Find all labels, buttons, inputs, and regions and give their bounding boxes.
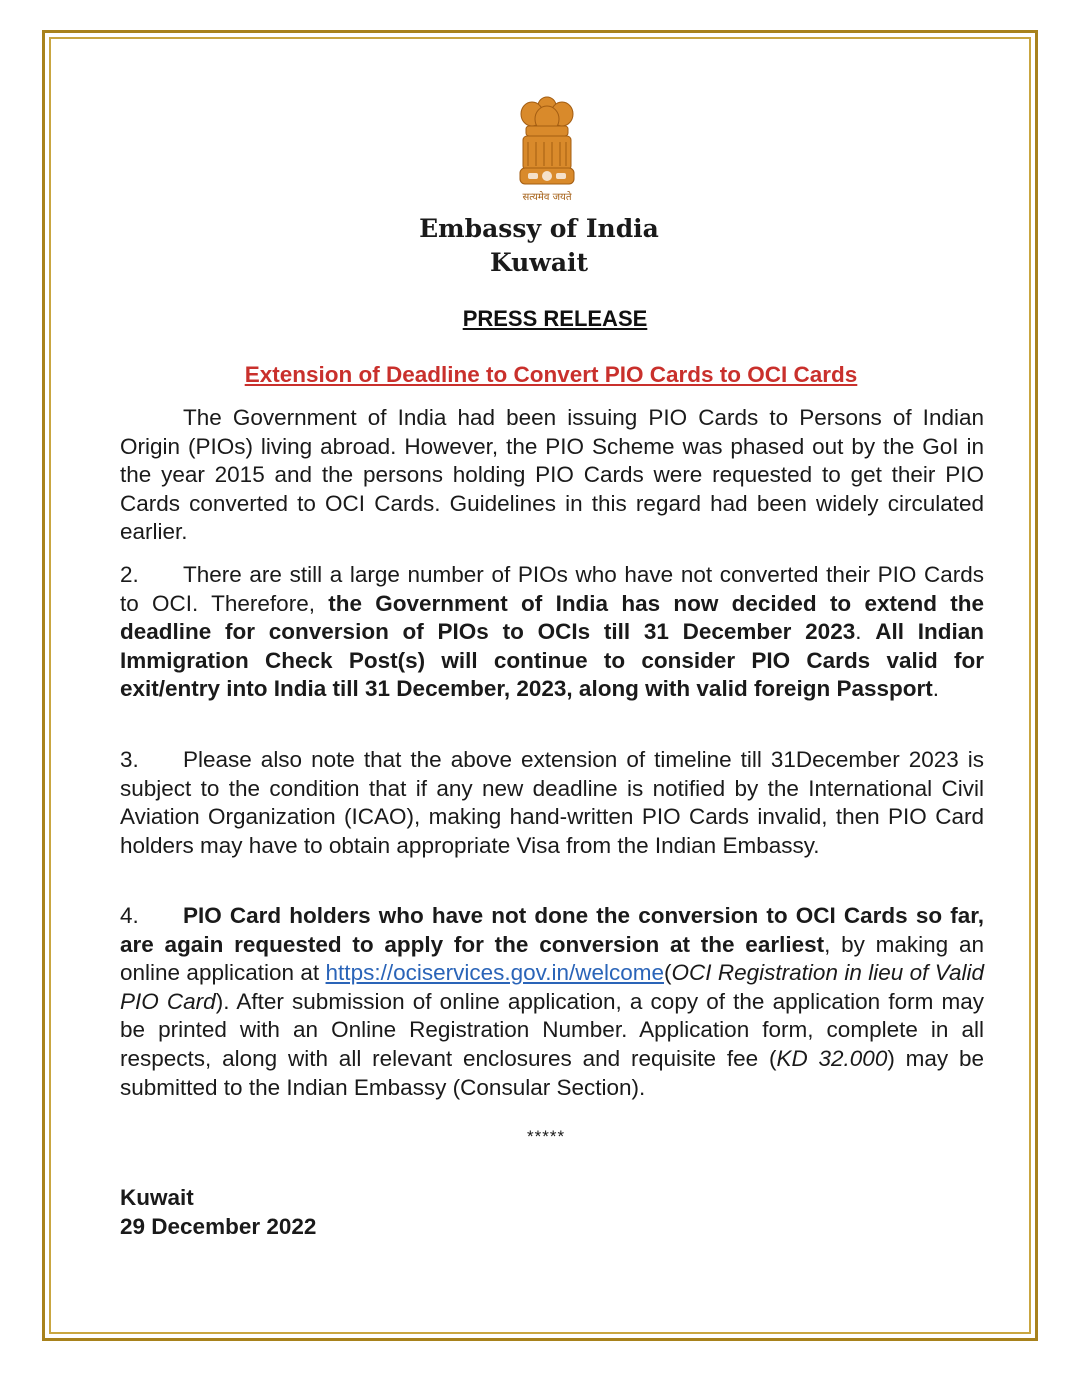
emblem-motto: सत्यमेव जयते: [522, 192, 572, 203]
paragraph-4-text-d: ) may be submitted to the Indian Embassy (Consular Section).: [120, 1045, 985, 1100]
office-location: Kuwait: [489, 248, 589, 277]
paragraph-4-bold-a: PIO Card holders who have not done the conversion to OCI Cards so far, are again requested to apply for the conversion at the earliest: [120, 903, 984, 957]
paragraph-4: [120, 902, 984, 1102]
paragraph-3: [120, 746, 984, 860]
signoff-date: 29 December 2022: [120, 1214, 317, 1239]
paragraph-2-text-c: .: [932, 676, 939, 702]
office-title: Embassy of India: [419, 214, 659, 243]
paragraph-2-bold-b: All Indian Immigration Check Post(s) will continue to consider PIO Cards valid for exit/entry into India till 31 December, 2023, along with valid foreign Passport: [120, 619, 985, 702]
paragraph-4-text-c: ). After submission of online application, a copy of the application form may be printed with an Online Registration Number. Application form, complete in all respects, along with all relevant enclosures and requisite fee (: [120, 988, 985, 1071]
oci-services-link[interactable]: https://ociservices.gov.in/welcome: [325, 960, 665, 986]
separator-stars: *****: [527, 1127, 566, 1146]
paragraph-4-text-a: , by making an online application at: [120, 931, 984, 986]
paragraph-4-italic-b: KD 32.000: [776, 1045, 888, 1071]
national-emblem-icon: [510, 92, 584, 204]
paragraph-1: [120, 404, 984, 547]
paragraph-3-number: 3.: [120, 747, 139, 772]
subject-heading: Extension of Deadline to Convert PIO Cards to OCI Cards: [244, 362, 858, 387]
paragraph-1-text: The Government of India had been issuing PIO Cards to Persons of Indian Origin (PIOs) living abroad. However, the PIO Scheme was phased out by the GoI in the year 2015 and the persons holding PIO Cards were requested to get their PIO Cards converted to OCI Cards. Guidelines in this regard had been widely circulated earlier.: [120, 405, 984, 545]
paragraph-2-text-b: .: [855, 619, 876, 645]
paragraph-4-text-b: (: [664, 960, 672, 986]
paragraph-4-number: 4.: [120, 903, 139, 928]
paragraph-2-bold-a: the Government of India has now decided to extend the deadline for conversion of PIOs to OCIs till 31 December 2023: [120, 590, 984, 645]
paragraph-2-text-a: There are still a large number of PIOs who have not converted their PIO Cards to OCI. Therefore,: [120, 562, 984, 616]
paragraph-4-italic-a: OCI Registration in lieu of Valid PIO Card: [120, 960, 984, 1014]
press-release-label: PRESS RELEASE: [462, 306, 648, 331]
paragraph-2: [120, 561, 984, 704]
paragraph-2-number: 2.: [120, 562, 139, 587]
paragraph-3-text: Please also note that the above extension of timeline till 31December 2023 is subject to the condition that if any new deadline is notified by the International Civil Aviation Organization (ICAO), making hand-written PIO Cards invalid, then PIO Card holders may have to obtain appropriate Visa from the Indian Embassy.: [120, 747, 984, 858]
signoff-place: Kuwait: [120, 1185, 194, 1210]
